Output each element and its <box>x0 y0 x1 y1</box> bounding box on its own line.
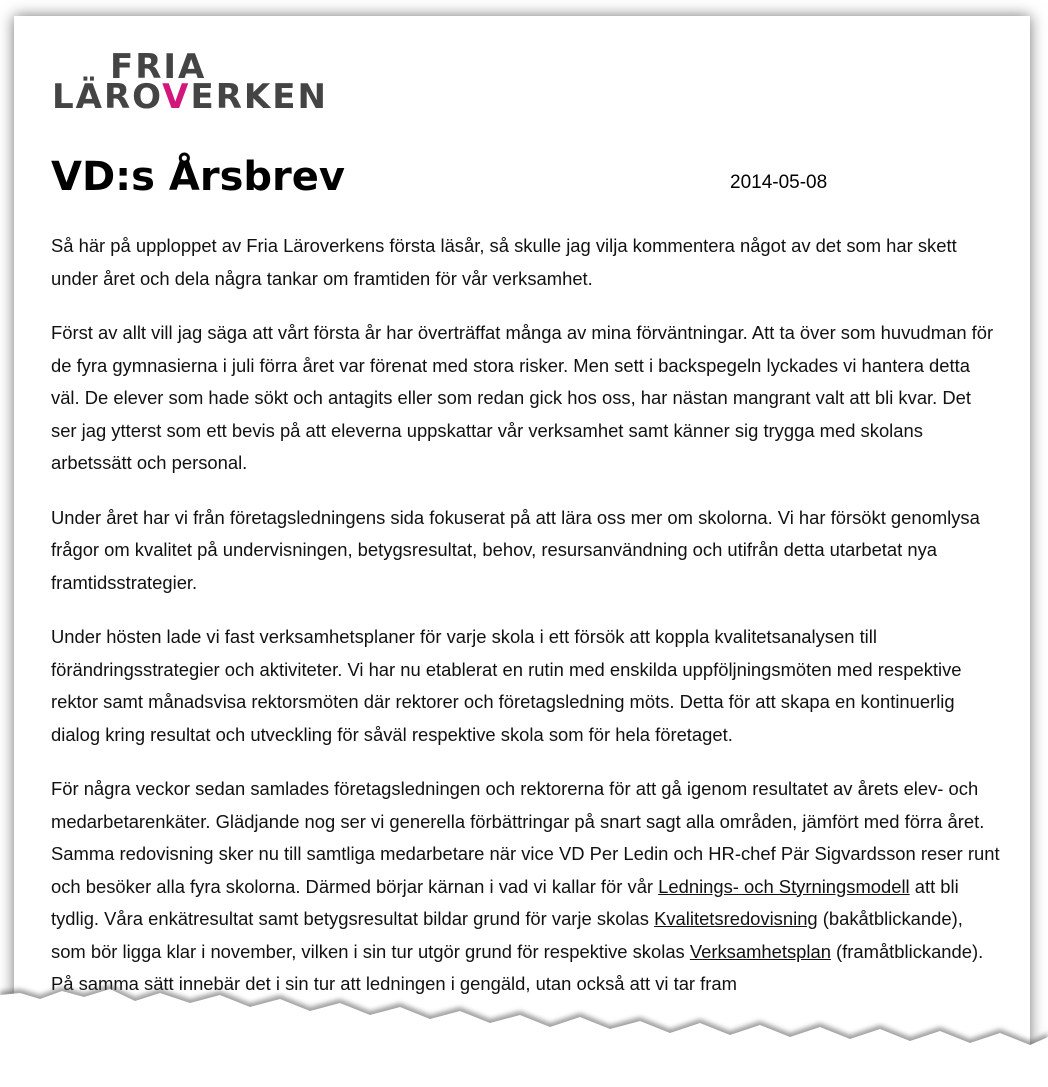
logo-line-2-start: LÄRO <box>52 77 163 117</box>
verksamhetsplan-link[interactable]: Verksamhetsplan <box>689 940 831 962</box>
logo-line-2 <box>52 77 328 117</box>
paragraph-5 <box>51 773 1001 1001</box>
paragraph-5-part-b: att bli tydlig. Våra enkätresultat samt betygsresultat bildar grund för varje skolas <box>51 875 959 929</box>
logo-line-1: FRIA <box>110 47 207 87</box>
torn-paper-edge <box>0 977 1048 1087</box>
document-title: VD:s Årsbrev <box>51 154 345 200</box>
paragraph-1: Så här på upploppet av Fria Läroverkens första läsår, så skulle jag vilja kommentera något av det som har skett under året och dela några tankar om framtiden för vår verksamhet. <box>51 235 957 289</box>
document-page <box>14 16 1030 1087</box>
logo-accent-letter: V <box>162 77 191 117</box>
paragraph-3: Under året har vi från företagsledningens sida fokuserat på att lära oss mer om skolorna. Vi har försökt genomlysa frågor om kvalitet på undervisningen, betygsresultat, behov, resursanvändning och utifrån detta utarbetat nya framtidsstrategier. <box>51 506 980 593</box>
document-body <box>51 230 1001 1023</box>
logo-line-2-end: ERKEN <box>190 77 328 117</box>
lednings-styrningsmodell-link[interactable]: Lednings- och Styrningsmodell <box>658 875 910 897</box>
paragraph-4: Under hösten lade vi fast verksamhetsplaner för varje skola i ett försök att koppla kvalitetsanalysen till förändringsstrategier och aktiviteter. Vi har nu etablerat en rutin med enskilda uppföljningsmöten med respektive rektor samt månadsvisa rektorsmöten där rektorer och företagsledning möts. Detta för att skapa en kontinuerlig dialog kring resultat och utveckling för såväl respektive skola som för hela företaget. <box>51 626 962 745</box>
kvalitetsredovisning-link[interactable]: Kvalitetsredovisning <box>654 908 818 929</box>
document-date: 2014-05-08 <box>730 172 828 193</box>
paragraph-5-part-c: (bakåtblickande), som bör ligga klar i november, vilken i sin tur utgör grund för respektive skolas <box>51 908 963 962</box>
paragraph-5-part-d: (framåtblickande). På samma sätt innebär det i sin tur att ledningen i gengäld, utan också att vi tar fram <box>51 940 984 994</box>
fria-laroverken-logo <box>52 47 328 117</box>
paragraph-2: Först av allt vill jag säga att vårt första år har överträffat många av mina förväntningar. Att ta över som huvudman för de fyra gymnasierna i juli förra året var förenat med stora risker. Men sett i backspegeln lyckades vi hantera detta väl. De elever som hade sökt och antagits eller som redan gick hos oss, har nästan mangrant valt att bli kvar. Det ser jag ytterst som ett bevis på att eleverna uppskattar vår verksamhet samt känner sig trygga med skolans arbetssätt och personal. <box>51 322 994 473</box>
paragraph-5-part-a: För några veckor sedan samlades företagsledningen och rektorerna för att gå igenom resultatet av årets elev- och medarbetarenkäter. Glädjande nog ser vi generella förbättringar på snart sagt alla områden, jämfört med förra året. Samma redovisning sker nu till samtliga medarbetare när vice VD Per Ledin och HR-chef Pär Sigvardsson reser runt och besöker alla fyra skolorna. Därmed börjar kärnan i vad vi kallar för vår <box>51 778 1000 897</box>
